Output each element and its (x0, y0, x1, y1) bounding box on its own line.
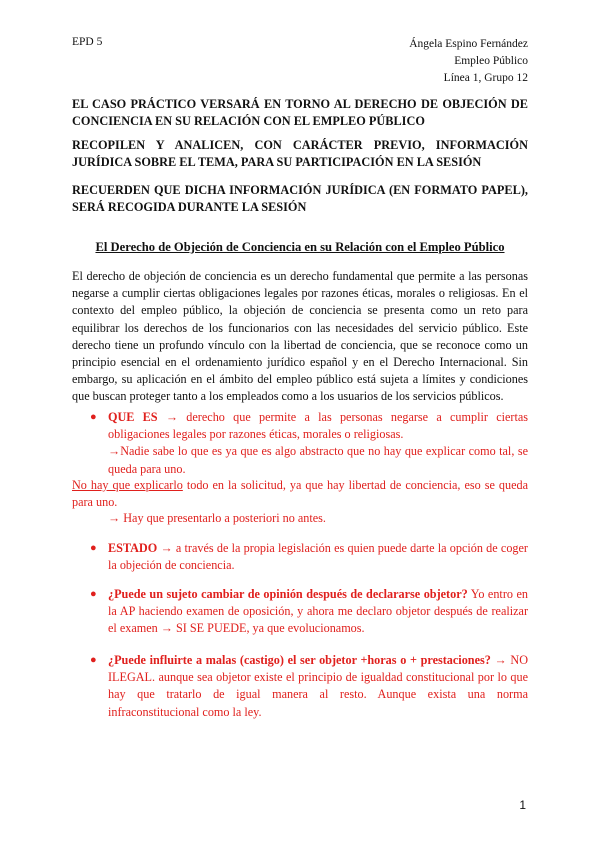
bullet-text: → a través de la propia legislación es quien puede darte la opción de coger la objeción de conciencia. (108, 541, 528, 573)
intro-paragraph: El derecho de objeción de conciencia es un derecho fundamental que permite a las personas negarse a cumplir ciertas obligaciones legales por razones éticas, morales o religiosas. En el contexto del empleo público, la objeción de conciencia se presenta como un reto para equilibrar los derechos de los funcionarios con las necesidades del servicio público. Este derecho tiene un profundo vínculo con la libertad de conciencia, que se reconoce como un principio esencial en el ordenamiento jurídico español y en el Derecho Internacional. Sin embargo, su aplicación en el ámbito del empleo público está sujeta a límites y condiciones que buscan proteger tanto a los empleados como a los usuarios de los servicios públicos. (72, 269, 528, 404)
notice-research: RECOPILEN Y ANALICEN, CON CARÁCTER PREVIO, INFORMACIÓN JURÍDICA SOBRE EL TEMA, PARA SU PARTICIPACIÓN EN LA SESIÓN (72, 138, 528, 169)
aside-underlined: No hay que explicarlo (72, 478, 183, 492)
bullet-heading: QUE ES (108, 410, 158, 424)
bullet-dot-icon: ● (90, 588, 97, 600)
notice-topic: EL CASO PRÁCTICO VERSARÁ EN TORNO AL DERECHO DE OBJECIÓN DE CONCIENCIA EN SU RELACIÓN CON EL EMPLEO PÚBLICO (72, 97, 528, 128)
bullet-heading: ESTADO (108, 541, 158, 555)
header-subject: Empleo Público (454, 55, 528, 67)
bullet-cambiar-opinion (92, 586, 528, 638)
notice-collection: RECUERDEN QUE DICHA INFORMACIÓN JURÍDICA (EN FORMATO PAPEL), SERÁ RECOGIDA DURANTE LA SESIÓN (72, 183, 528, 214)
header-author: Ángela Espino Fernández (409, 38, 528, 50)
bullet-text: → NO ILEGAL. aunque sea objetor existe el principio de igualdad constitucional por lo que hay que tratarlo de igual manera al resto. Aunque exista una norma infraconstitucional como la ley. (108, 653, 528, 719)
header-group: Línea 1, Grupo 12 (443, 72, 528, 84)
aside-arrow-line: → Hay que presentarlo a posteriori no antes. (108, 511, 326, 525)
bullet-dot-icon: ● (90, 411, 97, 423)
bullet-dot-icon: ● (90, 542, 97, 554)
page-number: 1 (519, 798, 526, 812)
bullet-estado (92, 540, 528, 574)
section-title: El Derecho de Objeción de Conciencia en su Relación con el Empleo Público (95, 240, 505, 254)
header-author-block (409, 36, 528, 87)
aside-rest: todo en la solicitud, ya que hay libertad de conciencia, eso se queda para uno. (72, 478, 528, 510)
bullet-heading: ¿Puede un sujeto cambiar de opinión después de declararse objetor? (108, 587, 468, 601)
bullet-castigo (92, 652, 528, 721)
bullet-que-es (92, 409, 528, 478)
bullet-note: →Nadie sabe lo que es ya que es algo abstracto que no hay que explicar como tal, se queda para uno. (108, 444, 528, 476)
bullet-text: → derecho que permite a las personas negarse a cumplir ciertas obligaciones legales por razones éticas, morales o religiosas. (108, 410, 528, 442)
bullet-dot-icon: ● (90, 654, 97, 666)
bullet-text: Yo entro en la AP haciendo examen de oposición, y ahora me declaro objetor después de realizar el examen → SI SE PUEDE, ya que evolucionamos. (108, 587, 528, 636)
bullet-heading: ¿Puede influirte a malas (castigo) el ser objetor +horas o + prestaciones? (108, 653, 491, 667)
header-course: EPD 5 (72, 36, 103, 48)
aside-paragraph (72, 477, 528, 511)
